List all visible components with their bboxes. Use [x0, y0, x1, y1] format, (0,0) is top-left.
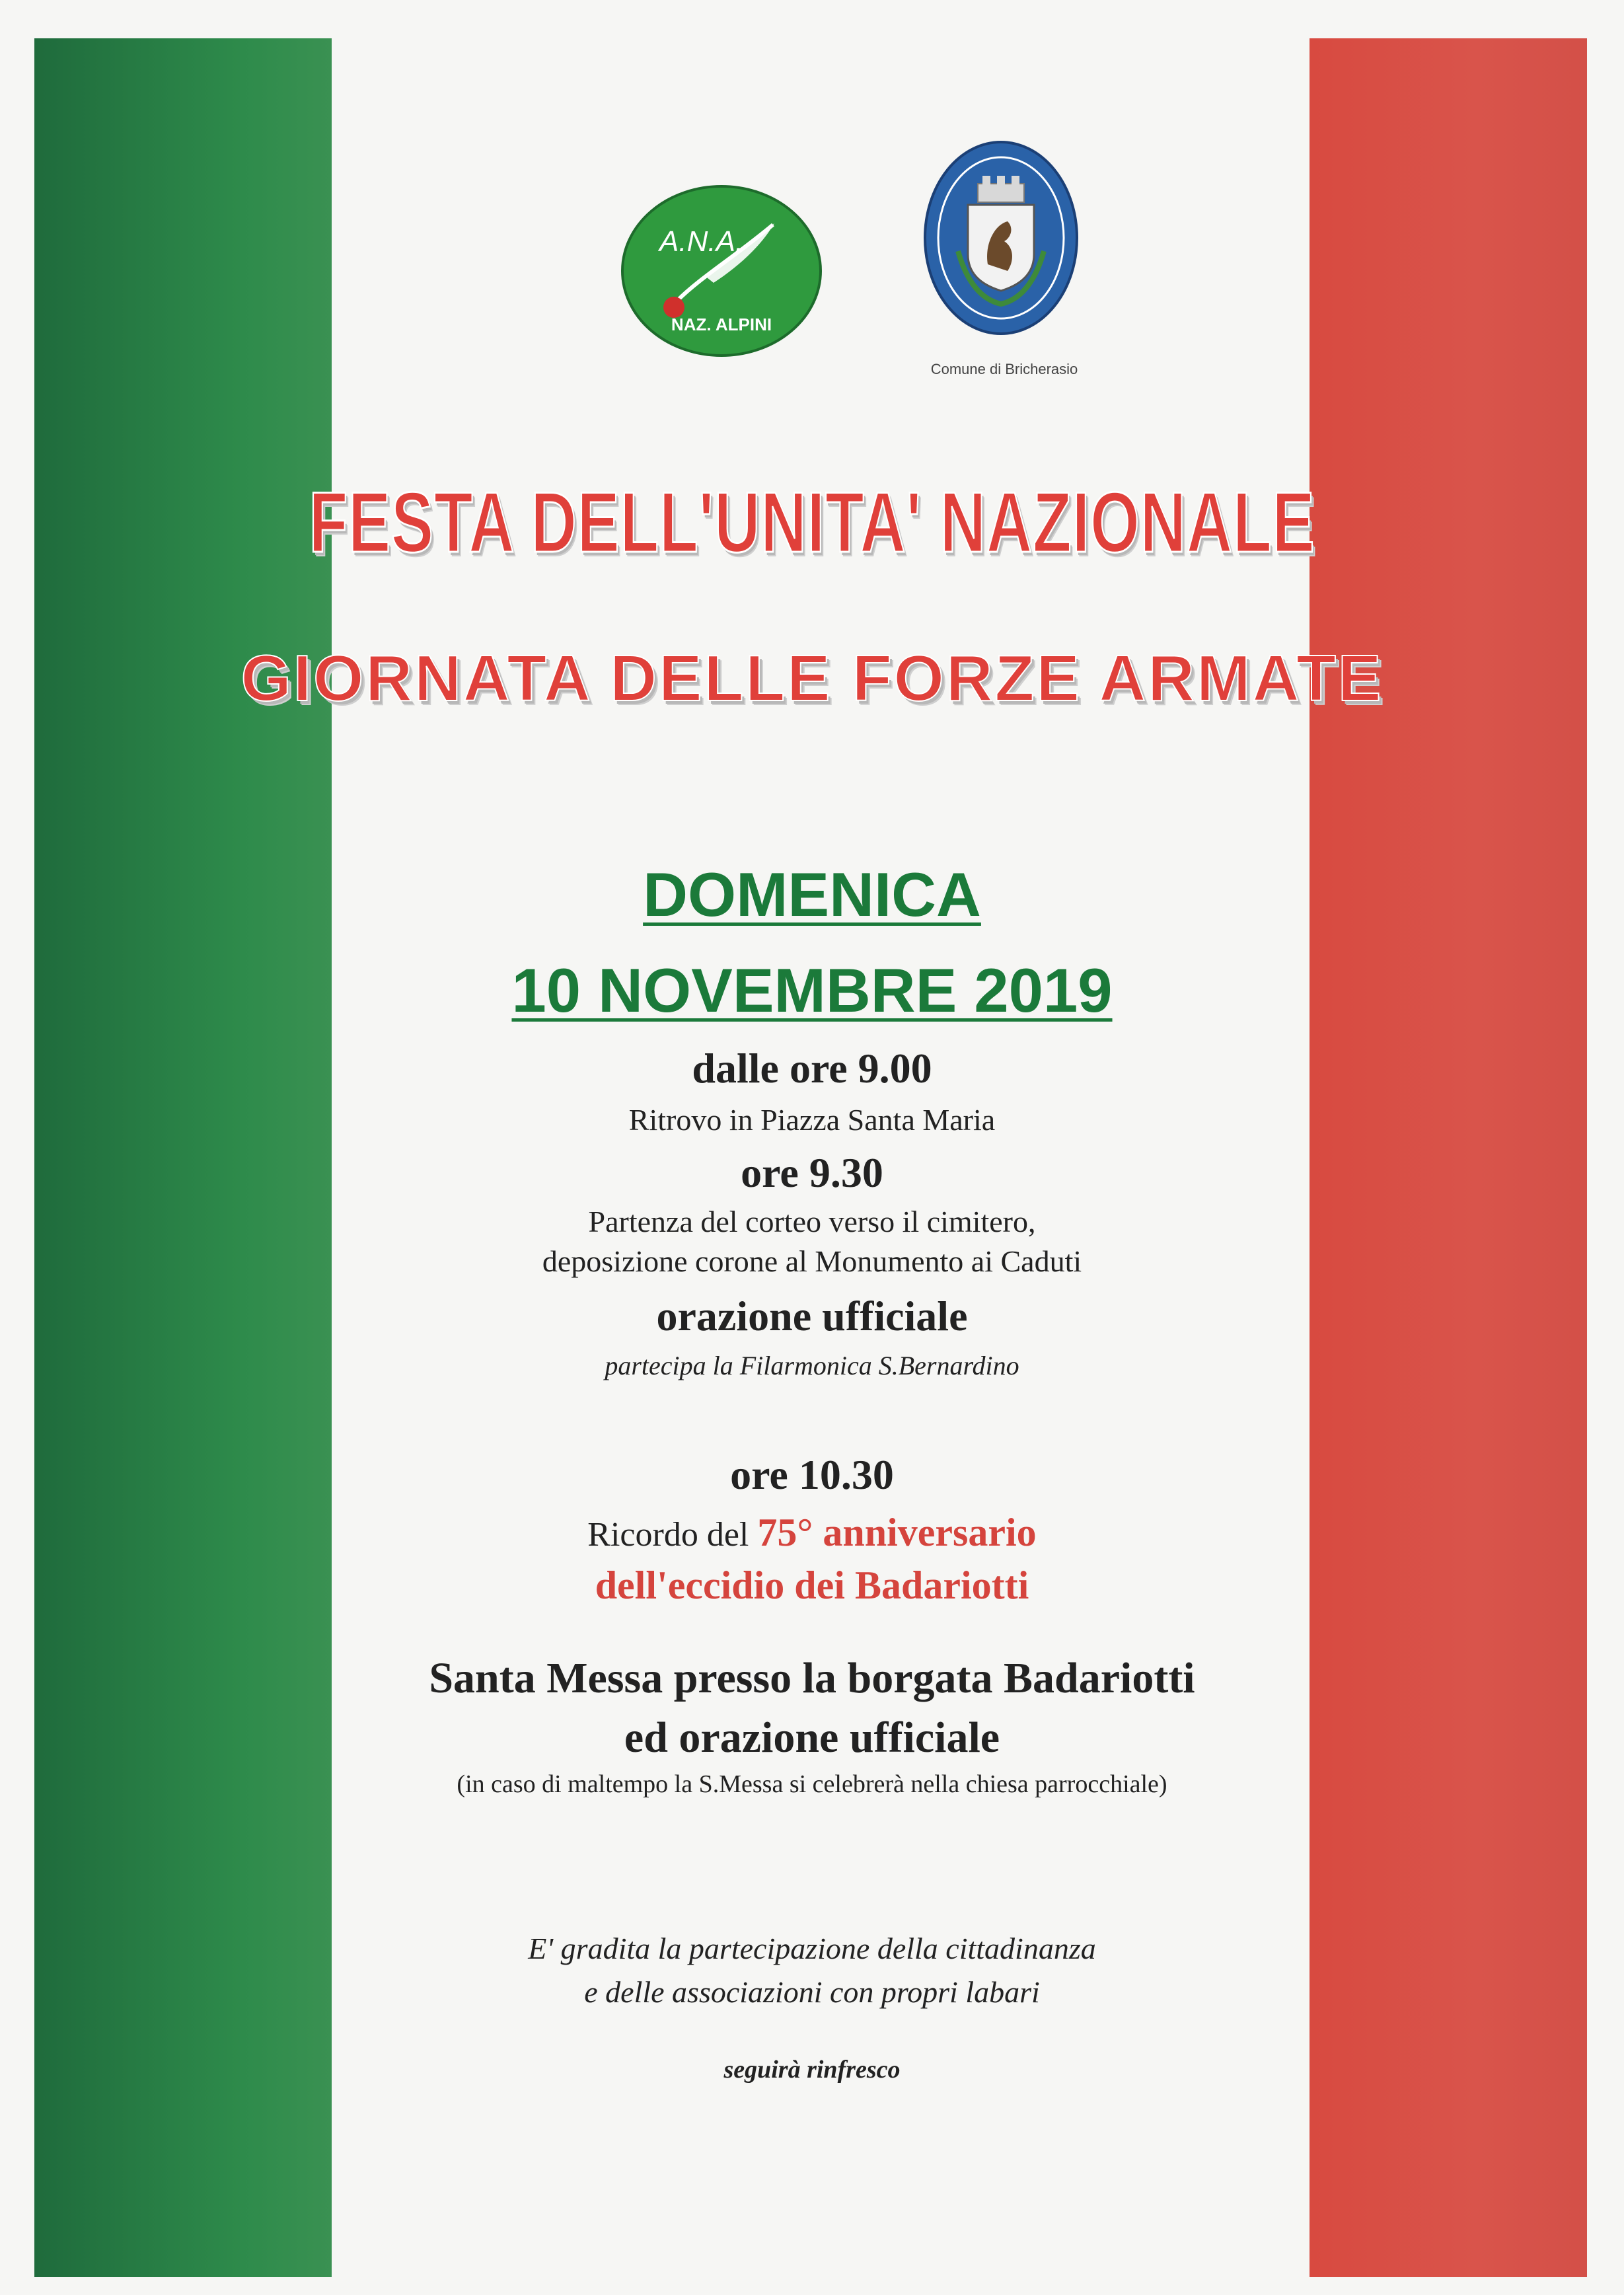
anniversary-highlight: 75° anniversario	[757, 1511, 1037, 1554]
refreshment-note: seguirà rinfresco	[723, 2056, 901, 2084]
desc-corteo-1: Partenza del corteo verso il cimitero,	[588, 1205, 1036, 1238]
ana-logo-text-top: A.N.A.	[659, 225, 744, 258]
oration-1: orazione ufficiale	[656, 1293, 968, 1339]
date-full: 10 NOVEMBRE 2019	[511, 956, 1113, 1025]
messa-line-2: ed orazione ufficiale	[624, 1713, 1000, 1762]
time-9-30: ore 9.30	[741, 1149, 883, 1196]
main-title: FESTA DELL'UNITA' NAZIONALE	[309, 474, 1315, 570]
desc-corteo-2: deposizione corone al Monumento ai Caduti	[542, 1244, 1082, 1278]
comune-label: Comune di Bricherasio	[930, 361, 1078, 377]
comune-coat-of-arms	[922, 139, 1080, 337]
desc-ritrovo: Ritrovo in Piazza Santa Maria	[628, 1103, 996, 1137]
ana-logo	[621, 185, 823, 357]
time-9-00: dalle ore 9.00	[692, 1045, 932, 1092]
weather-note: (in caso di maltempo la S.Messa si celebrerà nella chiesa parrocchiale)	[457, 1770, 1167, 1798]
ricordo-prefix: Ricordo del	[587, 1516, 758, 1554]
date-day: DOMENICA	[643, 860, 981, 929]
time-10-30: ore 10.30	[730, 1451, 894, 1498]
messa-line-1: Santa Messa presso la borgata Badariotti	[429, 1654, 1195, 1702]
closing-line-2: e delle associazioni con propri labari	[584, 1975, 1040, 2009]
ana-logo-text-bottom: NAZ. ALPINI	[671, 315, 772, 334]
band-note: partecipa la Filarmonica S.Bernardino	[605, 1351, 1019, 1380]
subtitle: GIORNATA DELLE FORZE ARMATE	[240, 642, 1384, 714]
ricordo-line	[0, 1510, 1624, 1556]
closing-line-1: E' gradita la partecipazione della cittadinanza	[528, 1932, 1096, 1965]
eccidio-line: dell'eccidio dei Badariotti	[595, 1563, 1029, 1607]
